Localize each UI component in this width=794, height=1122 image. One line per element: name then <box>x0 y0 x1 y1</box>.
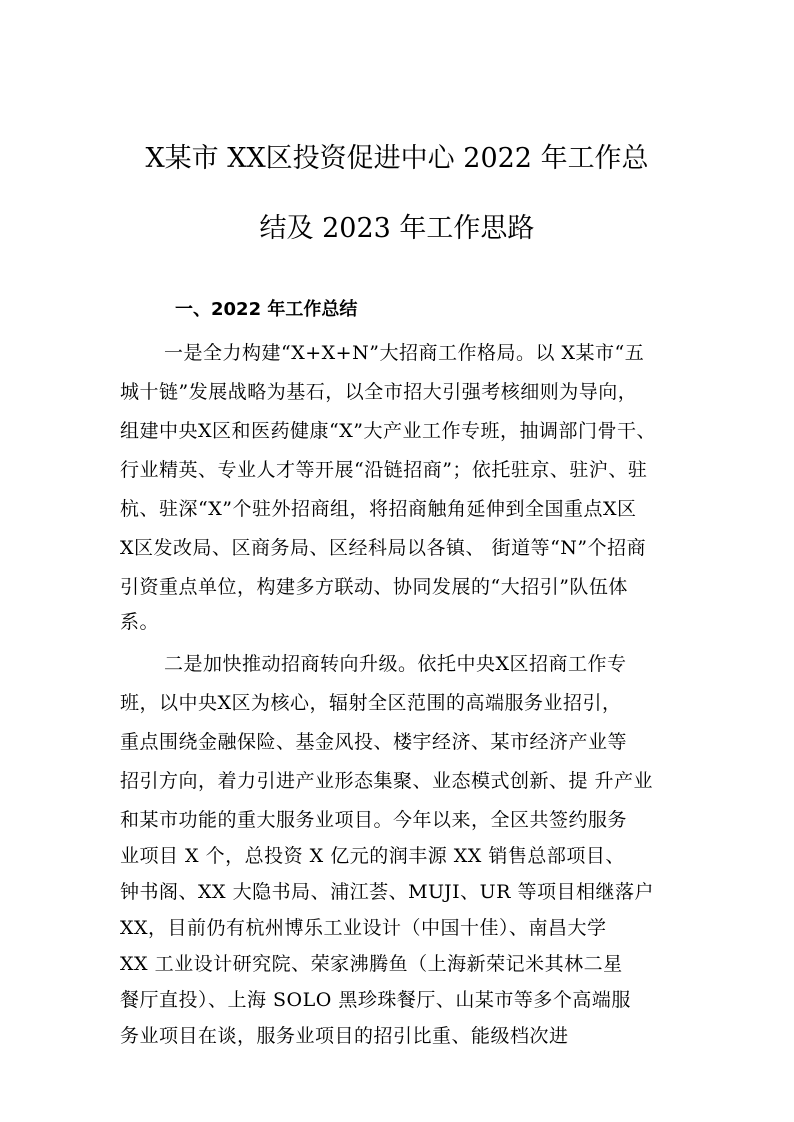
paragraph-2-line: 务业项目在谈，服务业项目的招引比重、能级档次进 <box>120 1025 569 1047</box>
paragraph-1-line: 系。 <box>120 611 160 633</box>
paragraph-1-line: 引资重点单位，构建多方联动、协同发展的“大招引”队伍体 <box>120 576 628 598</box>
paragraph-2-line: XX 工业设计研究院、荣家沸腾鱼（上海新荣记米其林二星 <box>120 953 623 975</box>
paragraph-1-line: 行业精英、专业人才等开展“沿链招商”；依托驻京、驻沪、驻 <box>120 459 648 481</box>
paragraph-2-line: XX，目前仍有杭州博乐工业设计（中国十佳）、南昌大学 <box>120 917 607 939</box>
document-title-line-1: X某市 XX区投资促进中心 2022 年工作总 <box>145 143 649 174</box>
paragraph-2-line: 业项目 X 个，总投资 X 亿元的润丰源 XX 销售总部项目、 <box>120 845 625 867</box>
paragraph-2-line: 招引方向，着力引进产业形态集聚、业态模式创新、提 升产业 <box>120 770 654 792</box>
paragraph-2-line: 重点围绕金融保险、基金风投、楼宇经济、某市经济产业等 <box>120 731 628 753</box>
paragraph-1-line: X区发改局、区商务局、区经科局以各镇、 街道等“N”个招商 <box>120 537 647 559</box>
paragraph-1-line: 杭、驻深“X”个驻外招商组，将招商触角延伸到全国重点X区 <box>120 498 637 520</box>
paragraph-1-line: 城十链”发展战略为基石，以全市招大引强考核细则为导向， <box>120 381 638 403</box>
paragraph-1-line: 一是全力构建“X+X+N”大招商工作格局。以 X某市“五 <box>164 342 645 364</box>
document-title-line-2: 结及 2023 年工作思路 <box>259 213 535 244</box>
paragraph-1-line: 组建中央X区和医药健康“X”大产业工作专班，抽调部门骨干、 <box>120 420 656 442</box>
section-heading: 一、2022 年工作总结 <box>175 299 358 320</box>
paragraph-2-line: 餐厅直投）、上海 SOLO 黑珍珠餐厅、山某市等多个高端服 <box>120 989 631 1011</box>
paragraph-2-line: 和某市功能的重大服务业项目。今年以来，全区共签约服务 <box>120 809 628 831</box>
paragraph-2-line: 班，以中央X区为核心，辐射全区范围的高端服务业招引， <box>120 692 622 714</box>
paragraph-2-line: 钟书阁、XX 大隐书局、浦江荟、MUJI、UR 等项目相继落户 <box>120 881 655 903</box>
paragraph-2-line: 二是加快推动招商转向升级。依托中央X区招商工作专 <box>164 653 627 675</box>
